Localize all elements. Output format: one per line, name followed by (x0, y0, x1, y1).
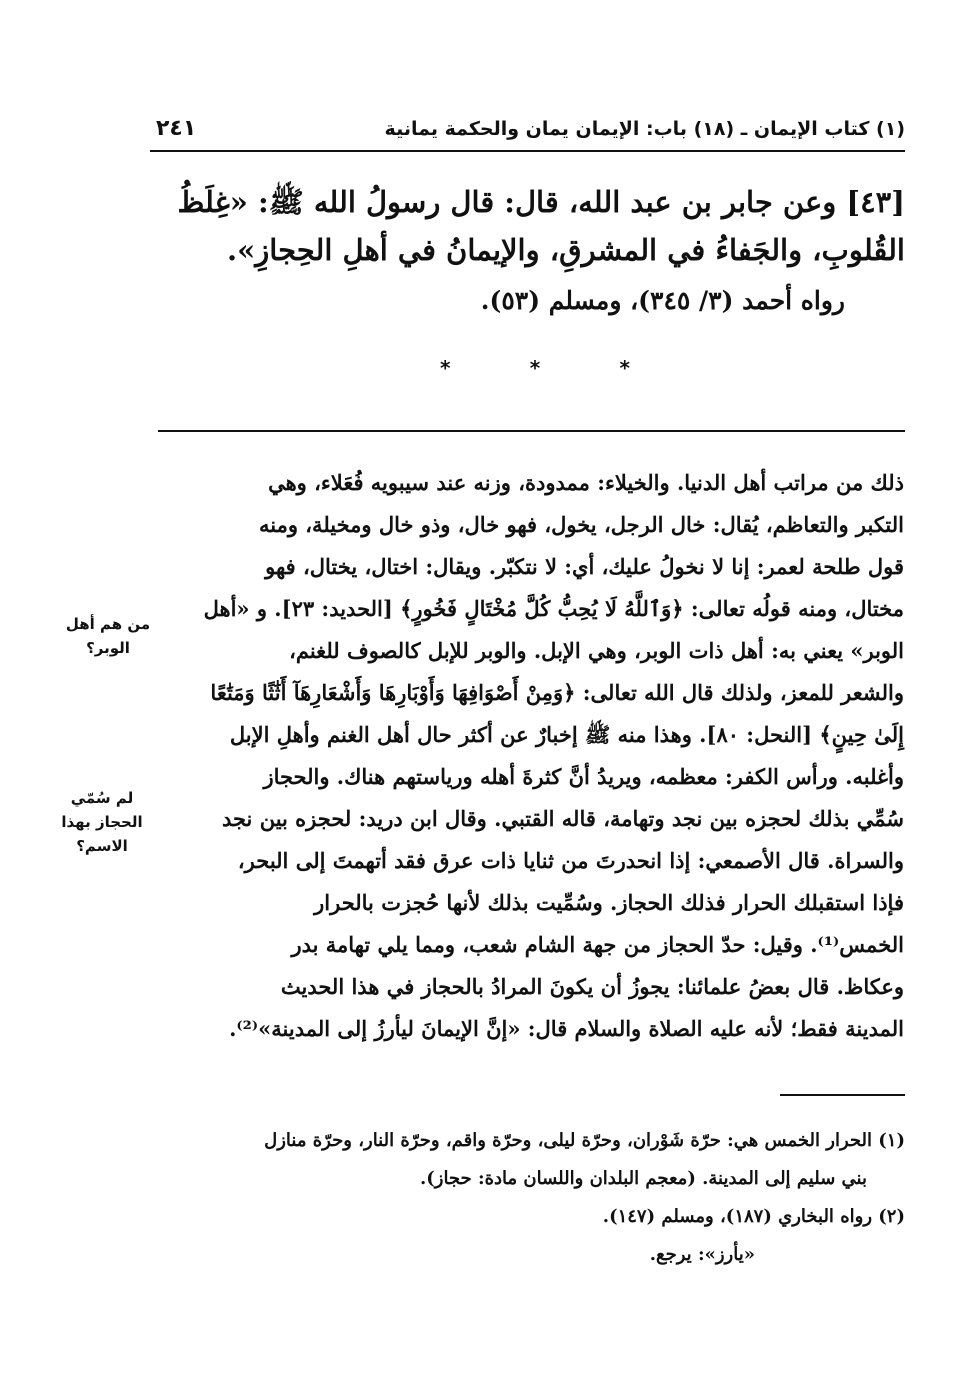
margin-note-wabar (62, 612, 154, 660)
footnote-1-line: (١) الحرار الخمس هي: حرّة شَوْران، وحرّة ليلى، وحرّة واقم، وحرّة النار، وحرّة منازل (264, 1130, 905, 1151)
page-number: ٢٤١ (156, 116, 197, 141)
margin-note-line: الاسم؟ (76, 837, 128, 855)
commentary-line: التكبر والتعاظم، يُقال: خال الرجل، يخول، فهو خال، وذو خال ومخيلة، ومنه (258, 512, 904, 537)
hadith-line: القُلوبِ، والجَفاءُ في المشرقِ، والإيمانُ في أهلِ الحِجازِ». (227, 233, 905, 267)
footnote-1-line: بني سليم إلى المدينة. (معجم البلدان واللسان مادة: حجاز). (419, 1168, 867, 1189)
hadith-line: [٤٣] وعن جابر بن عبد الله، قال: قال رسولُ الله ﷺ: «غِلَظُ (177, 185, 905, 219)
running-header (150, 118, 905, 146)
commentary-line: إِلَىٰ حِينٍ﴾ [النحل: ٨٠]. وهذا منه ﷺ إخبارٌ عن أكثر حال أهل الغنم وأهلِ الإبل (229, 722, 904, 747)
commentary-line: فإذا استقبلك الحرار فذلك الحجاز. وسُمِّيت بذلك لأنها حُجزت بالحرار (314, 890, 904, 915)
margin-note-hijaz (56, 786, 148, 858)
footnotes (170, 1122, 905, 1274)
commentary-line: الخمس⁽¹⁾. وقيل: حدّ الحجاز من جهة الشام شعب، ومما يلي تهامة بدر (291, 932, 904, 957)
margin-note-line: من هم أهل (65, 615, 151, 633)
commentary-line: سُمِّي بذلك لحجزه بين نجد وتهامة، قاله القتبي. وقال ابن دريد: لحجزه بين نجد (221, 806, 904, 831)
commentary-line: والشعر للمعز، ولذلك قال الله تعالى: ﴿وَمِنْ أَصْوَافِهَا وَأَوْبَارِهَا وَأَشْعَارِهَآ أَثَٰثًا وَمَتَٰعًا (210, 680, 904, 705)
chapter-title: (١) كتاب الإيمان ـ (١٨) باب: الإيمان يمان والحكمة يمانية (384, 118, 905, 140)
margin-note-line: الوبر؟ (86, 639, 130, 657)
margin-note-line: لم سُمّي (70, 789, 134, 807)
header-rule (150, 150, 905, 152)
commentary-line: والسراة. قال الأصمعي: إذا انحدرتَ من ثنايا ذات عرق فقد أتهمتَ إلى البحر، (237, 848, 904, 873)
margin-note-line: الحجاز بهذا (61, 813, 143, 831)
section-stars (440, 356, 630, 380)
commentary-line: مختال، ومنه قولُه تعالى: ﴿وَٱللَّهُ لَا يُحِبُّ كُلَّ مُخْتَالٍ فَخُورٍ﴾ [الحديد: ٢٣]. و «أهل (203, 596, 904, 621)
commentary-line: وأغلبه. ورأس الكفر: معظمه، ويريدُ أنَّ كثرةَ أهله ورياستهم هناك. والحجاز (263, 764, 904, 789)
hadith-text (160, 178, 905, 322)
commentary-line: وعكاظ. قال بعضُ علمائنا: يجوزُ أن يكونَ المرادُ بالحجاز في هذا الحديث (280, 974, 904, 999)
star-ornament: * (529, 356, 541, 380)
commentary-text (162, 462, 904, 1050)
commentary-line: قول طلحة لعمر: إنا لا نخولُ عليك، أي: لا نتكبّر. ويقال: اختال، يختال، فهو (265, 554, 904, 579)
commentary-line: المدينة فقط؛ لأنه عليه الصلاة والسلام قال: «إنَّ الإيمانَ ليأرزُ إلى المدينة»⁽²⁾. (229, 1016, 904, 1041)
footnote-rule (780, 1094, 905, 1096)
hadith-source: رواه أحمد (٣/ ٣٤٥)، ومسلم (٥٣). (480, 286, 845, 315)
commentary-line: الوبر» يعني به: أهل ذات الوبر، وهي الإبل. والوبر للإبل كالصوف للغنم، (289, 638, 904, 663)
star-ornament: * (619, 356, 630, 380)
footnote-2-gloss: «يأرز»: يرجع. (649, 1244, 755, 1265)
text-separator-rule (158, 430, 905, 432)
footnote-2-line: (٢) رواه البخاري (١٨٧)، ومسلم (١٤٧). (602, 1206, 905, 1227)
star-ornament: * (440, 356, 451, 380)
commentary-line: ذلك من مراتب أهل الدنيا. والخيلاء: ممدودة، وزنه عند سيبويه فُعَلاء، وهي (268, 470, 904, 495)
